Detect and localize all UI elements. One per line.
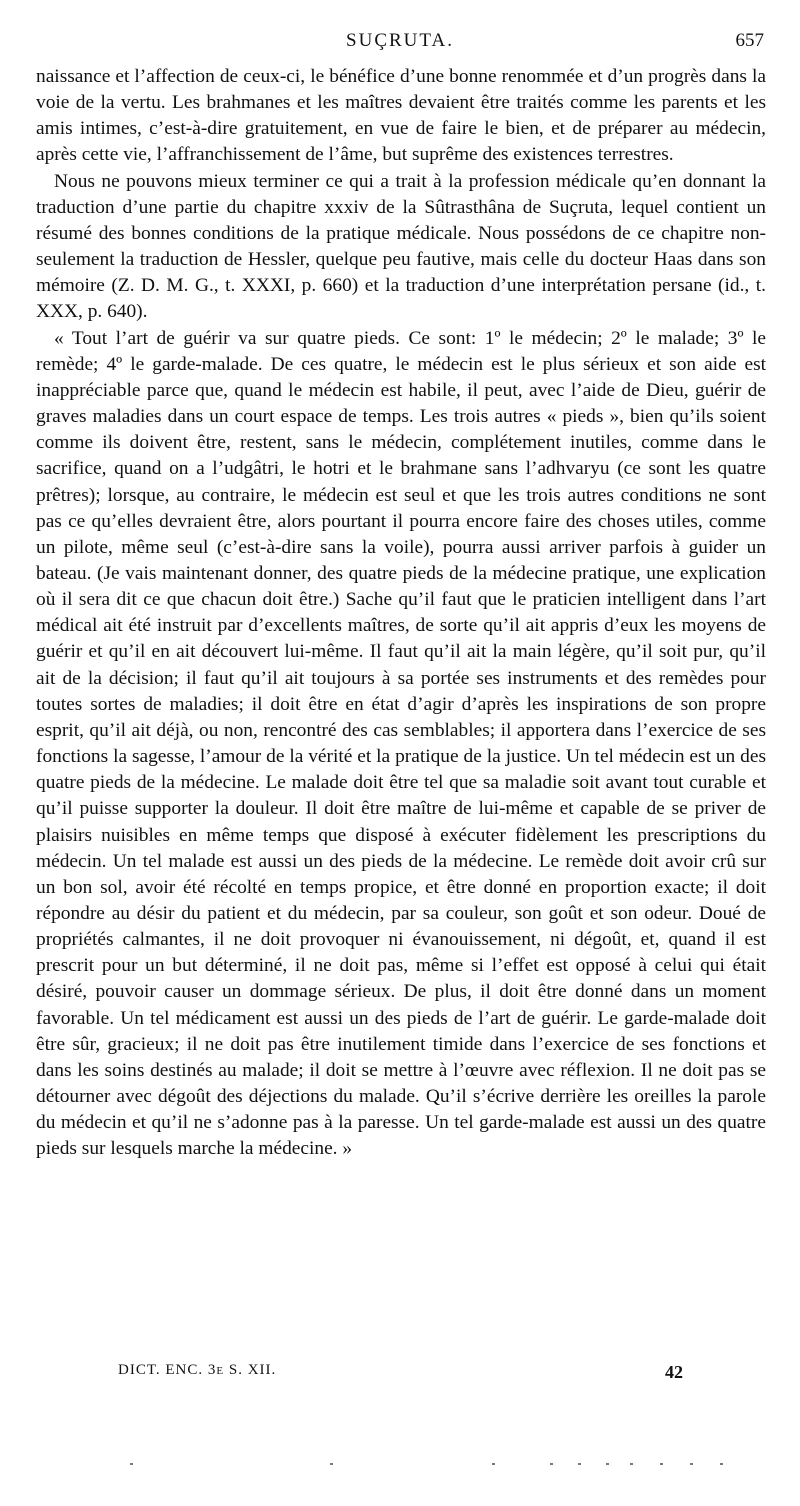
body-text [36,64,766,1163]
paragraph-continuation: naissance et l’affection de ceux-ci, le bénéfice d’une bonne renommée et d’un progrès dans la voie de la vertu. Les brahmanes et les maîtres devaient être traités comme les parents et les amis intimes, c’est-à-dire gratuitement, en vue de faire le bien, et de préparer au médecin, après cette vie, l’affranchissement de l’âme, but suprême des existences terrestres. [36,66,766,166]
running-title: SUÇRUTA. [346,30,454,51]
sheet-number: 42 [665,1362,683,1382]
paragraph-quotation: « Tout l’art de guérir va sur quatre pieds. Ce sont: 1º le médecin; 2º le malade; 3º le remède; 4º le garde-malade. De ces quatre, le médecin est le plus sérieux et son aide est inappréciable parce que, quand le médecin est habile, il peut, avec l’aide de Dieu, guérir de graves maladies dans un court espace de temps. Les trois autres « pieds », bien qu’ils soient comme ils doivent être, restent, sans le médecin, complétement inutiles, comme dans le sacrifice, quand on a l’udgâtri, le hotri et le brahmane sans l’adhvaryu (ce sont les quatre prêtres); lorsque, au contraire, le médecin est seul et que les trois autres conditions ne sont pas ce qu’elles devraient être, alors pourtant il pourra encore faire des choses utiles, comme un pilote, même seul (c’est-à-dire sans la voile), pourra aussi arriver parfois à guider un bateau. (Je vais maintenant donner, des quatre pieds de la médecine pratique, une explication où il sera dit ce que chacun doit être.) Sache qu’il faut que le praticien intelligent dans l’art médical ait été instruit par d’excellents maîtres, de sorte qu’il ait appris d’eux les moyens de guérir et qu’il en ait découvert lui-même. Il faut qu’il ait la main légère, qu’il soit pur, qu’il ait de la décision; il faut qu’il ait toujours à sa portée ses instruments et des remèdes pour toutes sortes de maladies; il doit être en état d’agir d’après les inspirations de son propre esprit, qu’il ait déjà, ou non, rencontré des cas semblables; il apportera dans l’exercice de ses fonctions la sagesse, l’amour de la vérité et la pratique de la justice. Un tel médecin est un des quatre pieds de la médecine. Le malade doit être tel que sa maladie soit avant tout curable et qu’il puisse supporter la douleur. Il doit être maître de lui-même et capable de se priver de plaisirs nuisibles en même temps que disposé à exécuter fidèlement les prescriptions du médecin. Un tel malade est aussi un des pieds de la médecine. Le remède doit avoir crû sur un bon sol, avoir été récolté en temps propice, et être donné en proportion exacte; il doit répondre au désir du patient et du médecin, par sa couleur, son goût et son odeur. Doué de propriétés calmantes, il ne doit provoquer ni évanouissement, ni dégoût, et, quand il est prescrit pour un but déterminé, il ne doit pas, même si l’effet est opposé à celui qui était désiré, pouvoir causer un dommage sérieux. De plus, il doit être donné dans un moment favorable. Un tel médicament est aussi un des pieds de l’art de guérir. Le garde-malade doit être sûr, gracieux; il ne doit pas être inutilement timide dans l’exercice de ses fonctions et dans les soins destinés au malade; il doit se mettre à l’œuvre avec réflexion. Il ne doit pas se détourner avec dégoût des déjections du malade. Qu’il s’écrive derrière les oreilles la parole du médecin et qu’il ne s’adonne pas à la paresse. Un tel garde-malade est aussi un des quatre pieds sur lesquels marche la médecine. » [36,327,766,1160]
scan-artifact-dots [130,1463,770,1467]
paragraph: Nous ne pouvons mieux terminer ce qui a trait à la profession médicale qu’en donnant la traduction d’une partie du chapitre xxxiv de la Sûtrasthâna de Suçruta, lequel contient un résumé des bonnes conditions de la pratique médicale. Nous possédons de ce chapitre non-seulement la traduction de Hessler, quelque peu fautive, mais celle du docteur Haas dans son mémoire (Z. D. M. G., t. XXXI, p. 660) et la traduction d’une interprétation persane (id., t. XXX, p. 640). [36,170,766,323]
page-number: 657 [735,30,764,51]
signature-mark: DICT. ENC. 3e S. XII. [118,1362,277,1378]
running-head [36,30,764,56]
footer [118,1362,683,1386]
